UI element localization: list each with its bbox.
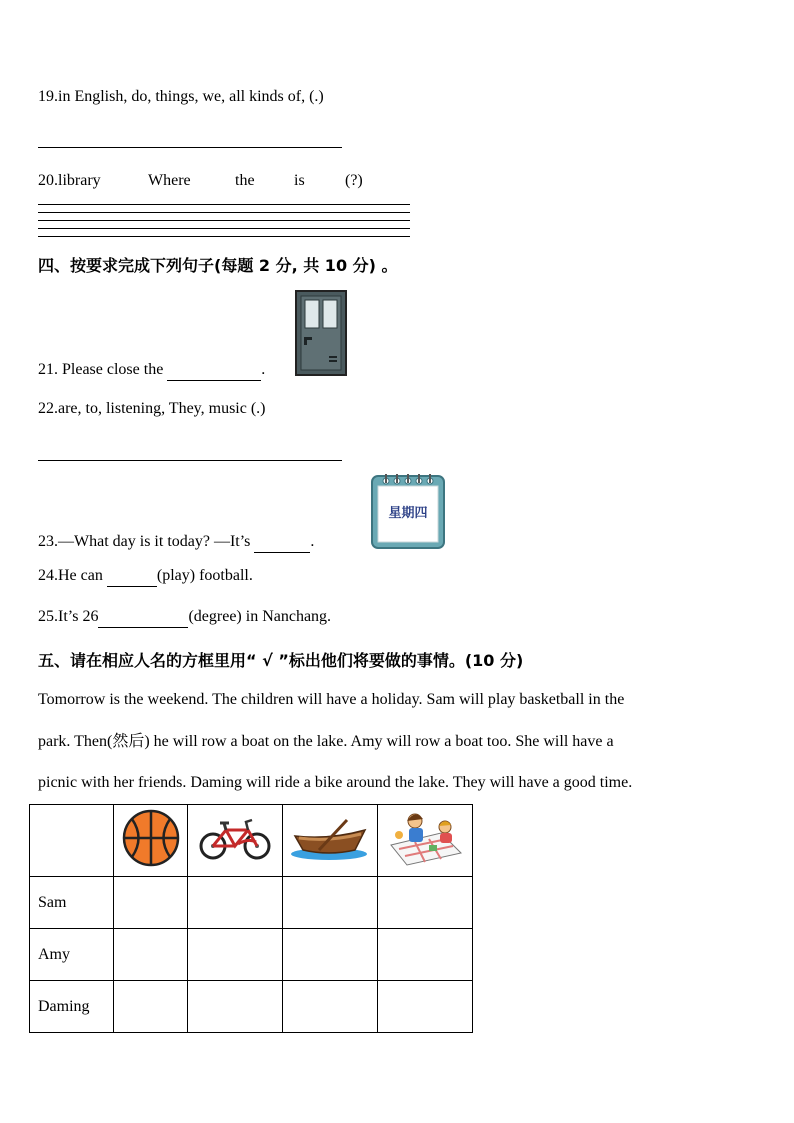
question-23-prefix: 23.—What day is it today? —It’s bbox=[38, 533, 251, 550]
writing-line-2[interactable] bbox=[38, 212, 410, 213]
writing-line-5[interactable] bbox=[38, 236, 410, 237]
row-label-amy: Amy bbox=[30, 929, 114, 981]
calendar-text: 星期四 bbox=[388, 506, 428, 521]
question-22: 22.are, to, listening, They, music (.) bbox=[38, 400, 266, 417]
answer-blank-21[interactable] bbox=[167, 360, 261, 381]
word-20-1: 20.library bbox=[38, 172, 101, 189]
question-21-prefix: 21. Please close the bbox=[38, 361, 164, 378]
passage-line-2: park. Then(然后) he will row a boat on the lake. Amy will row a boat too. She will have a bbox=[38, 733, 614, 750]
table-corner-cell bbox=[30, 805, 114, 877]
writing-line-3[interactable] bbox=[38, 220, 410, 221]
writing-line-4[interactable] bbox=[38, 228, 410, 229]
word-20-4: is bbox=[294, 172, 305, 189]
passage-line-1: Tomorrow is the weekend. The children will have a holiday. Sam will play basketball in the bbox=[38, 691, 625, 708]
question-25-suffix: (degree) in Nanchang. bbox=[188, 608, 332, 625]
activity-table bbox=[29, 804, 473, 1033]
question-25 bbox=[38, 607, 331, 628]
writing-line-1[interactable] bbox=[38, 204, 410, 205]
answer-blank-23[interactable] bbox=[254, 532, 310, 553]
check-cell-amy-boat[interactable] bbox=[283, 929, 378, 981]
check-cell-sam-bike[interactable] bbox=[188, 877, 283, 929]
check-cell-sam-boat[interactable] bbox=[283, 877, 378, 929]
check-cell-amy-basketball[interactable] bbox=[114, 929, 188, 981]
check-cell-sam-basketball[interactable] bbox=[114, 877, 188, 929]
door-icon bbox=[295, 290, 347, 376]
header-cell-rowboat bbox=[283, 805, 378, 877]
check-cell-daming-bike[interactable] bbox=[188, 981, 283, 1033]
question-24-suffix: (play) football. bbox=[156, 567, 253, 584]
check-cell-daming-basketball[interactable] bbox=[114, 981, 188, 1033]
question-23 bbox=[38, 532, 314, 553]
check-cell-amy-picnic[interactable] bbox=[378, 929, 473, 981]
answer-line-22[interactable] bbox=[38, 460, 342, 461]
section-5-heading: 五、请在相应人名的方框里用“ √ ”标出他们将要做的事情。(10 分) bbox=[38, 651, 524, 670]
question-21 bbox=[38, 360, 265, 381]
bicycle-icon bbox=[198, 814, 272, 862]
header-cell-basketball bbox=[114, 805, 188, 877]
section-4-heading: 四、按要求完成下列句子(每题 2 分, 共 10 分) 。 bbox=[38, 256, 398, 275]
answer-blank-25[interactable] bbox=[98, 607, 188, 628]
header-cell-picnic bbox=[378, 805, 473, 877]
answer-line-19[interactable] bbox=[38, 147, 342, 148]
row-label-sam: Sam bbox=[30, 877, 114, 929]
rowboat-icon bbox=[289, 814, 371, 862]
calendar-icon bbox=[370, 472, 446, 550]
question-21-suffix: . bbox=[261, 361, 266, 378]
check-cell-amy-bike[interactable] bbox=[188, 929, 283, 981]
basketball-icon bbox=[121, 808, 181, 868]
row-label-daming: Daming bbox=[30, 981, 114, 1033]
question-24-prefix: 24.He can bbox=[38, 567, 103, 584]
check-cell-sam-picnic[interactable] bbox=[378, 877, 473, 929]
header-cell-bicycle bbox=[188, 805, 283, 877]
passage-line-3: picnic with her friends. Daming will ride a bike around the lake. They will have a good time. bbox=[38, 774, 633, 791]
picnic-icon bbox=[385, 809, 465, 867]
word-20-2: Where bbox=[148, 172, 191, 189]
question-25-prefix: 25.It’s 26 bbox=[38, 608, 99, 625]
check-cell-daming-picnic[interactable] bbox=[378, 981, 473, 1033]
question-20 bbox=[0, 171, 794, 191]
answer-blank-24[interactable] bbox=[107, 566, 157, 587]
word-20-3: the bbox=[235, 172, 255, 189]
check-cell-daming-boat[interactable] bbox=[283, 981, 378, 1033]
question-24 bbox=[38, 566, 253, 587]
question-23-suffix: . bbox=[310, 533, 315, 550]
question-19: 19.in English, do, things, we, all kinds of, (.) bbox=[38, 88, 324, 105]
word-20-5: (?) bbox=[345, 172, 363, 189]
